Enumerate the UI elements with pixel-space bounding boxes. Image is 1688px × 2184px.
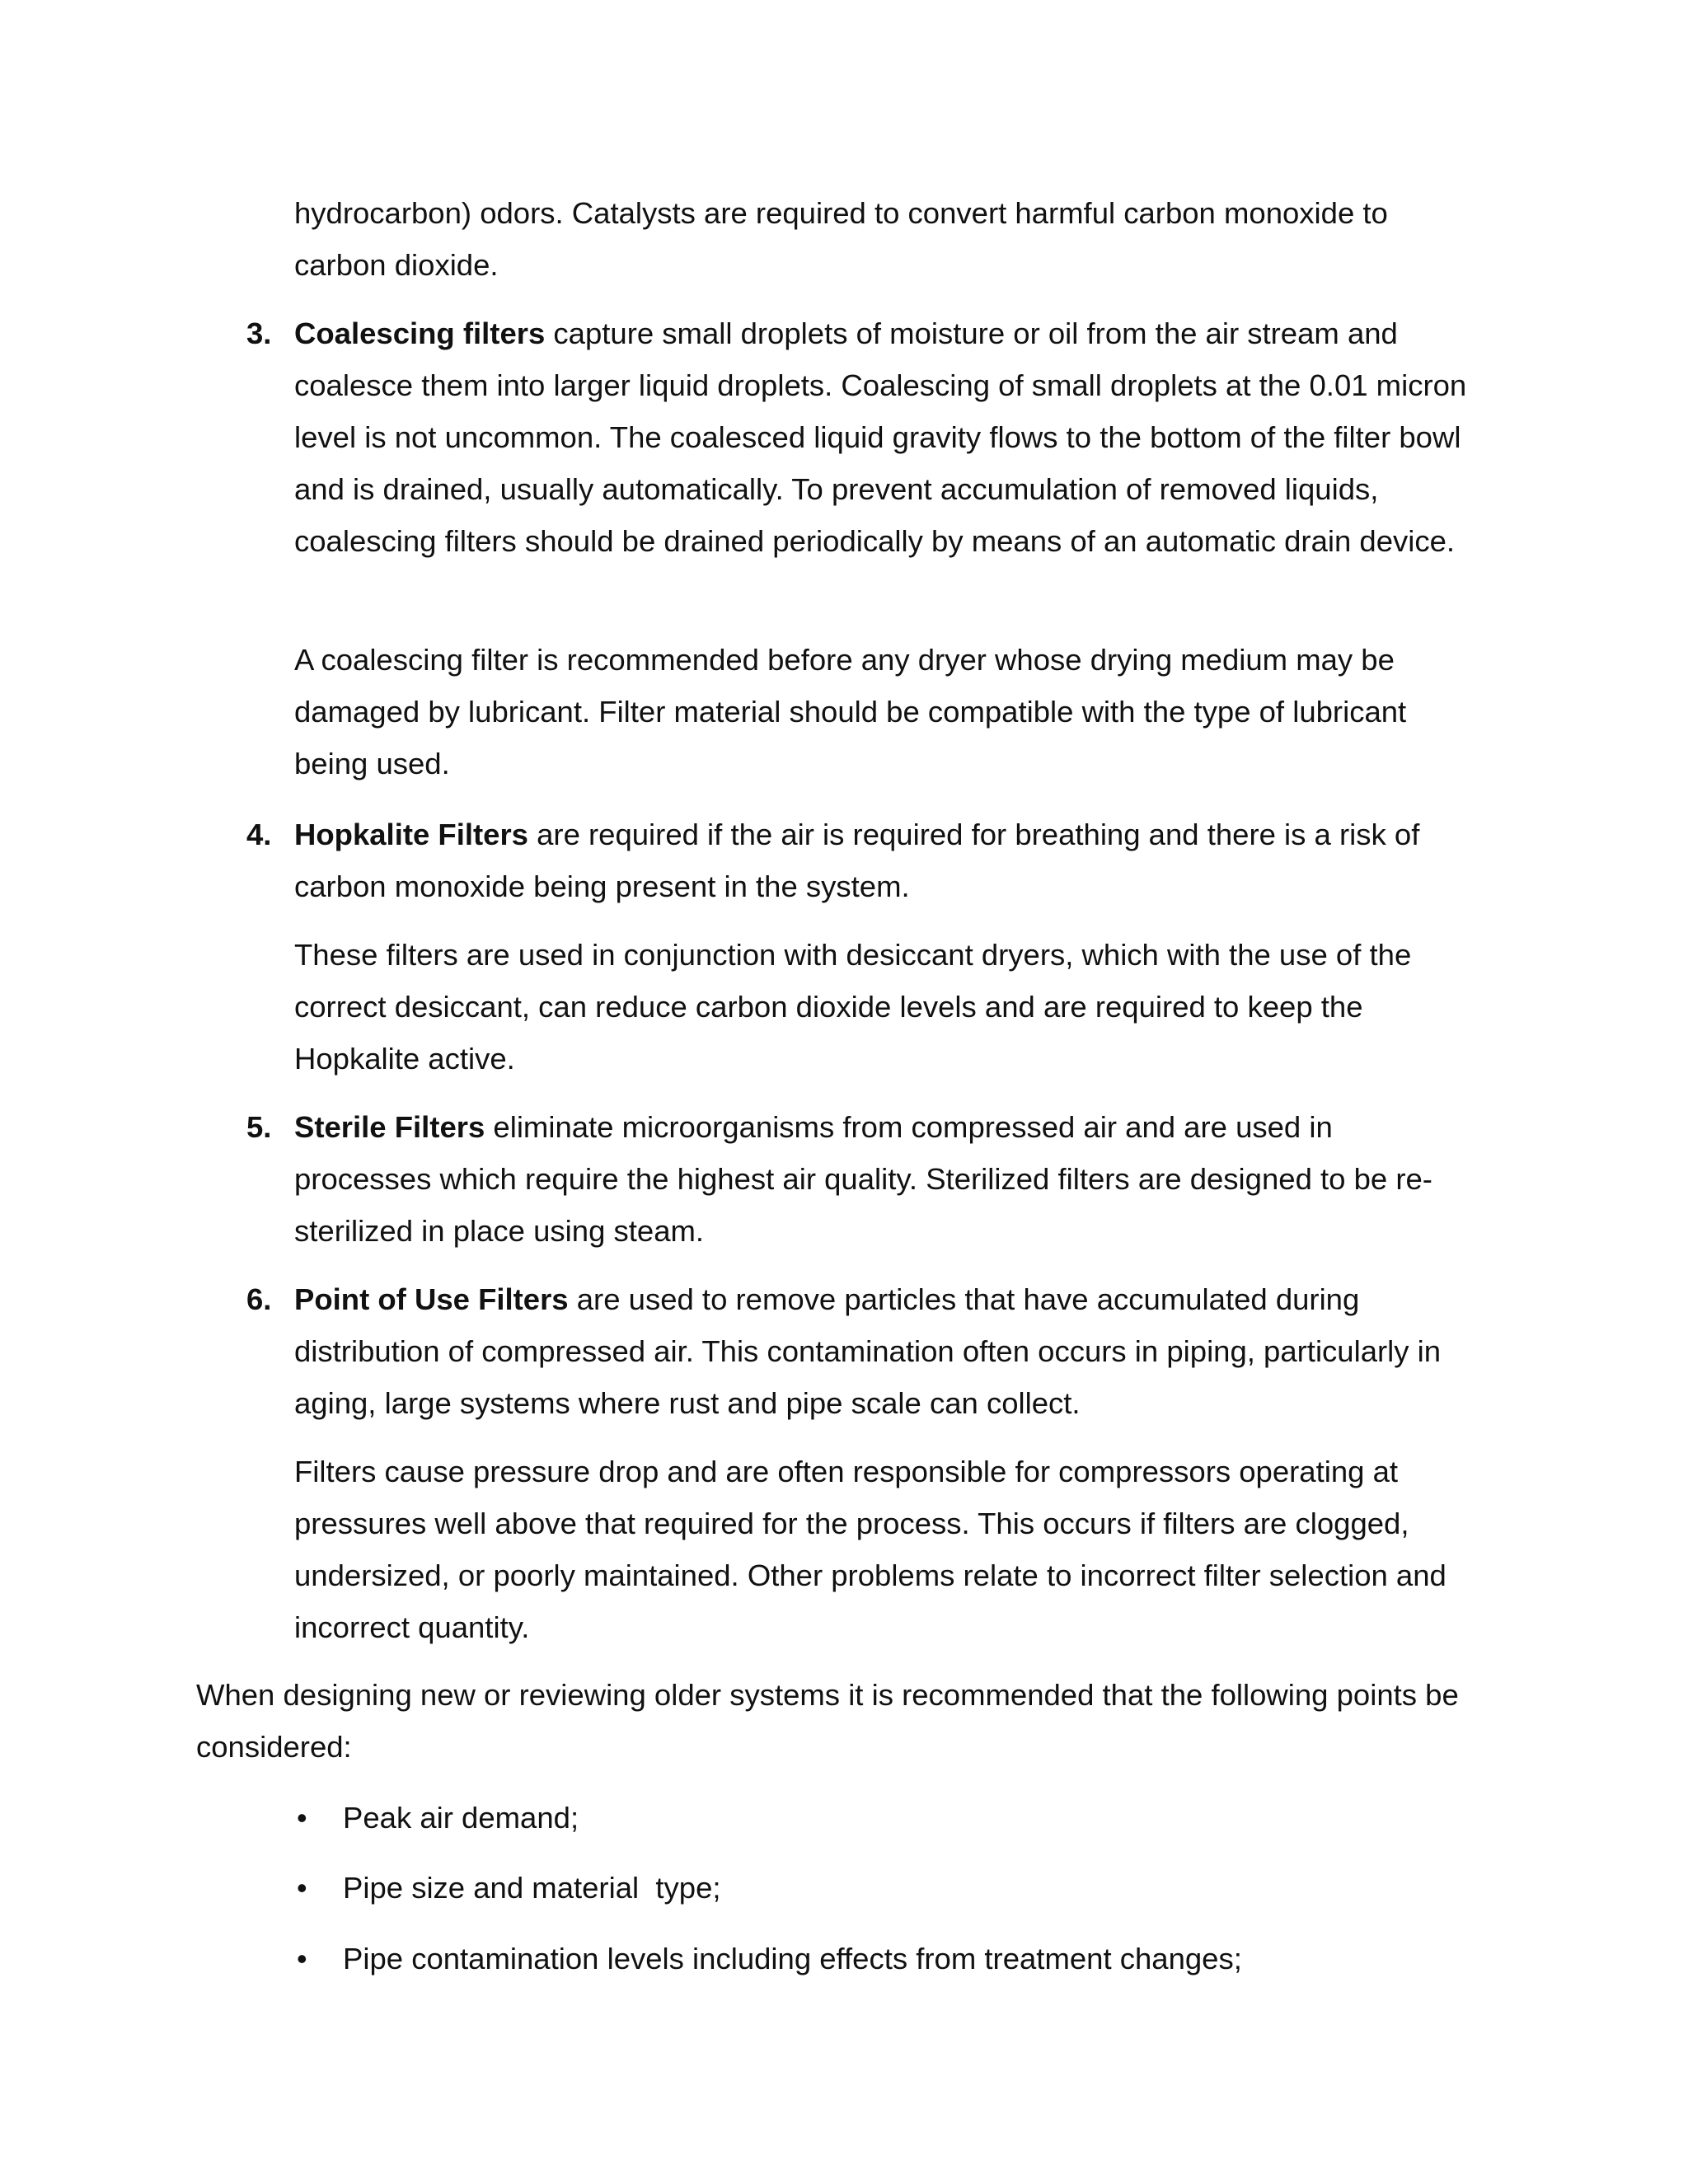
- continuation-paragraph: hydrocarbon) odors. Catalysts are required to convert harmful carbon monoxide to carbon dioxide.: [294, 196, 1388, 282]
- list-item-number: 5.: [246, 1110, 272, 1144]
- list-item-extra-paragraph: These filters are used in conjunction with desiccant dryers, which with the use of the correct desiccant, can reduce carbon dioxide levels and are required to keep the Hopkalite active.: [294, 938, 1412, 1076]
- list-item-text: capture small droplets of moisture or oil from the air stream and coalesce them into larger liquid droplets. Coalescing of small droplets at the 0.01 micron level is not uncommon. The coalesced liquid gravity flows to the bottom of the filter bowl and is drained, usually automatically. To prevent accumulation of removed liquids, coalescing filters should be drained periodically by means of an automatic drain device.: [294, 316, 1467, 558]
- list-item-text: are used to remove particles that have accumulated during distribution of compressed air. This contamination often occurs in piping, particularly in aging, large systems where rust and pipe scale can collect.: [294, 1282, 1442, 1420]
- list-item-extra-paragraph: Filters cause pressure drop and are often responsible for compressors operating at pressures well above that required for the process. This occurs if filters are clogged, undersized, or poorly maintained. Other problems relate to incorrect filter selection and incorrect quantity.: [294, 1455, 1447, 1644]
- list-item-number: 3.: [246, 316, 272, 350]
- list-item-text: eliminate microorganisms from compressed air and are used in processes which require the highest air quality. Sterilized filters are designed to be re-sterilized in place using steam.: [294, 1110, 1432, 1248]
- intro-paragraph: When designing new or reviewing older systems it is recommended that the following points be considered:: [196, 1678, 1459, 1764]
- list-item-body: [294, 1273, 1465, 1429]
- list-item-extra-paragraph: A coalescing filter is recommended before any dryer whose drying medium may be damaged by lubricant. Filter material should be compatible with the type of lubricant being used.: [294, 643, 1407, 780]
- bullet-icon: •: [297, 1801, 307, 1835]
- list-item-text: are required if the air is required for breathing and there is a risk of carbon monoxide being present in the system.: [294, 818, 1420, 903]
- bullet-text: Pipe contamination levels including effects from treatment changes;: [343, 1942, 1242, 1975]
- bullet-text: Pipe size and material type;: [343, 1871, 721, 1905]
- list-item-number: 6.: [246, 1282, 272, 1316]
- list-item-title: Sterile Filters: [294, 1110, 485, 1144]
- list-item-title: Hopkalite Filters: [294, 818, 528, 851]
- list-item-body: [294, 808, 1440, 912]
- bullet-icon: •: [297, 1942, 307, 1975]
- list-item-body: [294, 307, 1473, 567]
- list-item-title: Point of Use Filters: [294, 1282, 569, 1316]
- list-item-body: [294, 1101, 1465, 1257]
- list-item-title: Coalescing filters: [294, 316, 546, 350]
- bullet-icon: •: [297, 1871, 307, 1905]
- bullet-text: Peak air demand;: [343, 1801, 579, 1835]
- list-item-number: 4.: [246, 818, 272, 851]
